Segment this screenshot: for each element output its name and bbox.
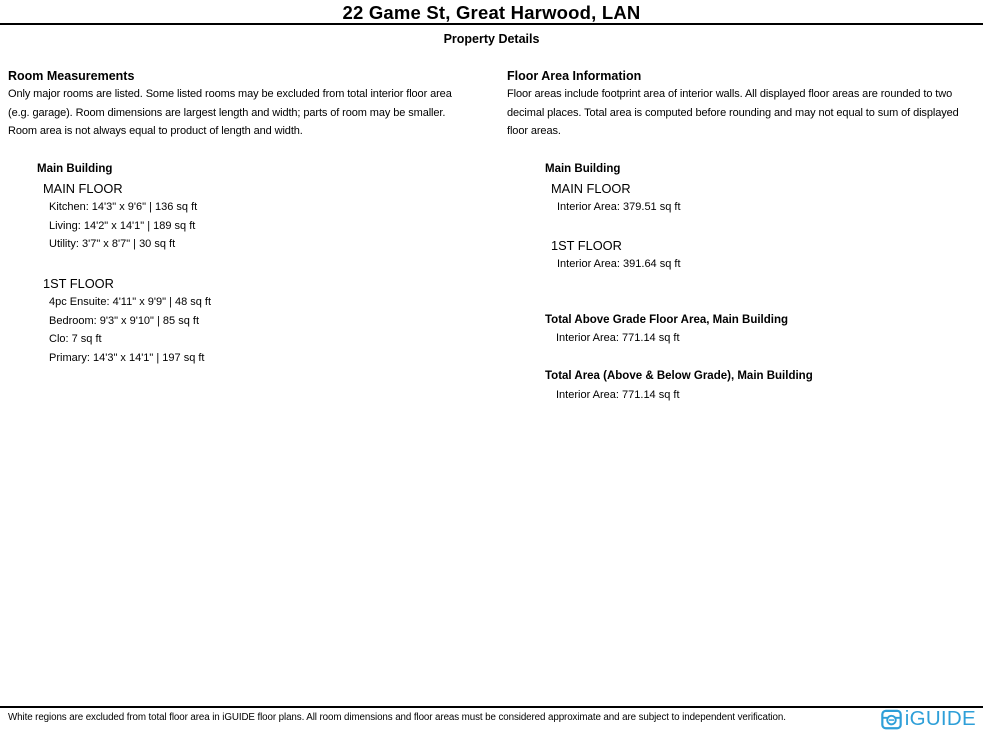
building-name: Main Building: [37, 163, 113, 175]
description-line: Only major rooms are listed. Some listed rooms may be excluded from total interior floor area: [8, 88, 452, 100]
description-line: floor areas.: [507, 125, 561, 138]
total-area-interior-area: Interior Area: 771.14 sq ft: [556, 389, 680, 401]
room-item: Utility: 3'7" x 8'7" | 30 sq ft: [49, 238, 176, 251]
building-name: Main Building: [545, 163, 621, 175]
iguide-camera-icon: [881, 709, 902, 730]
room-item: Primary: 14'3" x 14'1" | 197 sq ft: [49, 352, 205, 365]
floor-area-information-description: [507, 85, 983, 141]
total-area-heading: Total Area (Above & Below Grade), Main Building: [545, 370, 813, 382]
room-list-1st-floor: [49, 293, 211, 368]
footer-disclaimer: White regions are excluded from total floor area in iGUIDE floor plans. All room dimensions and floor areas must be considered approximate and are subject to independent verification.: [8, 712, 786, 723]
room-measurements-description: [8, 85, 489, 141]
total-above-grade-interior-area: Interior Area: 771.14 sq ft: [556, 332, 680, 344]
iguide-logo: [881, 708, 976, 730]
total-above-grade-heading: Total Above Grade Floor Area, Main Building: [545, 314, 789, 326]
iguide-logo-text: iGUIDE: [904, 707, 976, 730]
page-subtitle: Property Details: [443, 32, 540, 46]
room-list-main-floor: [49, 198, 197, 254]
floor-name-1st-floor: 1ST FLOOR: [551, 238, 622, 253]
interior-area-1st-floor: Interior Area: 391.64 sq ft: [557, 258, 681, 270]
description-line: decimal places. Total area is computed before rounding and may not equal to sum of displayed: [507, 106, 959, 119]
floor-name-main-floor: MAIN FLOOR: [43, 181, 123, 196]
page-title: 22 Game St, Great Harwood, LAN: [342, 2, 641, 23]
interior-area-main-floor: Interior Area: 379.51 sq ft: [557, 201, 681, 213]
description-line: Room area is not always equal to product of length and width.: [8, 125, 303, 138]
room-item: 4pc Ensuite: 4'11" x 9'9" | 48 sq ft: [49, 296, 212, 308]
description-line: (e.g. garage). Room dimensions are largest length and width; parts of room may be smaller.: [8, 106, 446, 119]
room-item: Bedroom: 9'3" x 9'10" | 85 sq ft: [49, 314, 200, 327]
footer-divider: [0, 706, 983, 708]
description-line: Floor areas include footprint area of interior walls. All displayed floor areas are rounded to two: [507, 88, 953, 100]
room-item: Kitchen: 14'3" x 9'6" | 136 sq ft: [49, 201, 198, 213]
room-item: Living: 14'2" x 14'1" | 189 sq ft: [49, 219, 196, 232]
floor-name-1st-floor: 1ST FLOOR: [43, 276, 114, 291]
floor-name-main-floor: MAIN FLOOR: [551, 181, 631, 196]
floor-area-information-heading: Floor Area Information: [507, 69, 642, 83]
room-measurements-heading: Room Measurements: [8, 69, 135, 83]
room-item: Clo: 7 sq ft: [49, 333, 102, 346]
header-divider: [0, 23, 983, 25]
